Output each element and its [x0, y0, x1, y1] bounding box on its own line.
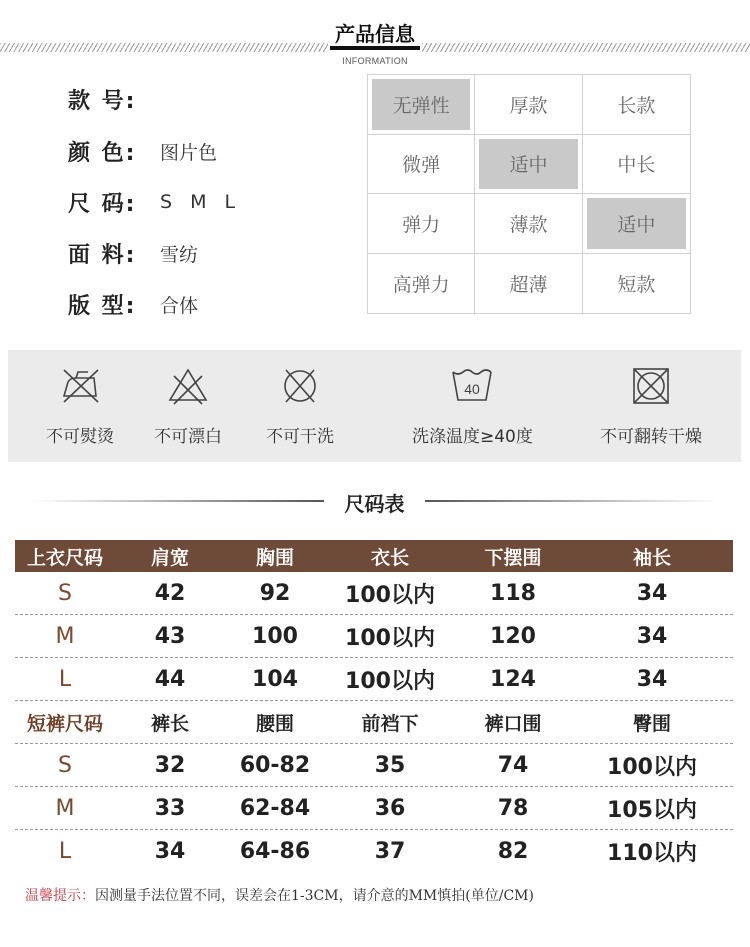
size-table-header: [15, 540, 733, 572]
column-header: 下摆围: [484, 546, 542, 569]
attribute-cell: 薄款: [475, 194, 582, 254]
info-value: S M L: [160, 191, 242, 213]
info-row-color: [68, 136, 217, 166]
table-row: [15, 572, 733, 615]
care-item: [266, 366, 334, 447]
info-label: 颜 色:: [68, 140, 137, 166]
table-cell: 34: [636, 666, 668, 692]
table-cell: 37: [374, 839, 406, 864]
attribute-cell: 中长: [583, 135, 690, 195]
care-label: 不可翻转干燥: [600, 427, 702, 447]
table-cell: 105以内: [607, 797, 697, 823]
table-cell: 78: [497, 795, 529, 821]
attribute-cell: 长款: [583, 75, 690, 135]
care-instructions: [8, 350, 741, 462]
wash-temp-text: 40: [464, 381, 481, 397]
size-chart-title: 尺码表: [344, 492, 405, 516]
section-subtitle: INFORMATION: [342, 56, 408, 66]
table-cell: 62-84: [239, 795, 311, 821]
table-cell: 36: [374, 795, 406, 821]
header-hatch-right: [422, 43, 750, 52]
column-header: 胸围: [255, 546, 294, 569]
table-cell: 100以内: [345, 625, 435, 651]
attribute-cell: 无弹性: [368, 75, 475, 135]
table-cell: 92: [259, 580, 291, 606]
info-row-style-no: [68, 84, 160, 114]
info-value: 图片色: [160, 141, 218, 164]
table-row: [15, 658, 733, 701]
column-header: 裤口围: [484, 712, 542, 735]
table-cell: 100: [252, 623, 298, 649]
table-cell: M: [55, 623, 75, 649]
table-cell: 35: [374, 752, 406, 778]
column-header: 袖长: [632, 546, 671, 569]
column-header: 短裤尺码: [26, 712, 103, 735]
column-header: 臀围: [632, 712, 671, 735]
table-cell: 118: [490, 580, 536, 606]
measurement-note: [25, 885, 534, 905]
table-cell: 33: [154, 795, 186, 821]
table-cell: 124: [490, 666, 536, 692]
column-header: 上衣尺码: [26, 546, 103, 569]
info-label: 版 型:: [68, 293, 137, 319]
attribute-cell: 适中: [583, 194, 690, 254]
care-item: [46, 366, 114, 447]
care-label: 不可漂白: [154, 427, 222, 447]
table-cell: 34: [154, 839, 186, 864]
no-iron-icon: [58, 366, 102, 406]
no-dry-clean-icon: [278, 366, 322, 406]
column-header: 肩宽: [150, 546, 189, 569]
table-cell: S: [58, 752, 72, 778]
table-cell: 100以内: [345, 582, 435, 608]
note-text: 因测量手法位置不同，误差会在1-3CM，请介意的MM慎拍(单位/CM): [95, 888, 534, 904]
table-subheader: [15, 701, 733, 744]
attribute-cell: 微弹: [368, 135, 475, 195]
info-label: 尺 码:: [68, 191, 137, 217]
table-row: [15, 787, 733, 830]
wash-40-icon: [450, 366, 494, 406]
header-hatch-left: [0, 43, 328, 52]
table-cell: 42: [154, 580, 186, 606]
table-cell: 100以内: [345, 668, 435, 694]
attribute-cell: 适中: [475, 135, 582, 195]
care-item: [600, 366, 702, 447]
table-cell: 100以内: [607, 754, 697, 780]
info-label: 款 号:: [68, 88, 137, 114]
attribute-grid: [367, 74, 691, 314]
column-header: 腰围: [255, 712, 294, 735]
table-cell: 82: [497, 839, 529, 864]
title-underline: [330, 46, 420, 50]
table-cell: 110以内: [607, 841, 697, 866]
info-value: 雪纺: [160, 243, 199, 266]
no-tumble-dry-icon: [629, 366, 673, 406]
table-cell: 60-82: [239, 752, 311, 778]
info-label: 面 料:: [68, 242, 137, 268]
table-row: [15, 744, 733, 787]
attribute-cell: 高弹力: [368, 254, 475, 314]
attribute-cell: 超薄: [475, 254, 582, 314]
section-title-product-info: 产品信息: [335, 22, 415, 46]
note-prefix: 温馨提示：: [25, 888, 95, 904]
table-cell: 34: [636, 623, 668, 649]
table-cell: 64-86: [239, 839, 311, 864]
table-row: [15, 830, 733, 873]
care-item: [154, 366, 222, 447]
table-cell: 32: [154, 752, 186, 778]
info-row-size: [68, 187, 241, 217]
divider-right: [425, 500, 717, 502]
info-row-fabric: [68, 238, 198, 268]
attribute-cell: 弹力: [368, 194, 475, 254]
no-bleach-icon: [166, 366, 210, 406]
table-cell: M: [55, 795, 75, 821]
attribute-cell: 厚款: [475, 75, 582, 135]
table-cell: L: [58, 839, 72, 864]
table-cell: 74: [497, 752, 529, 778]
table-cell: S: [58, 580, 72, 606]
column-header: 衣长: [370, 546, 409, 569]
column-header: 裤长: [150, 712, 189, 735]
column-header: 前裆下: [361, 712, 419, 735]
table-row: [15, 615, 733, 658]
care-item: [412, 366, 533, 447]
table-cell: 104: [252, 666, 298, 692]
table-cell: 43: [154, 623, 186, 649]
table-cell: 34: [636, 580, 668, 606]
care-label: 不可干洗: [266, 427, 334, 447]
divider-left: [32, 500, 324, 502]
care-label: 不可熨烫: [46, 427, 114, 447]
table-cell: L: [58, 666, 72, 692]
table-cell: 120: [490, 623, 536, 649]
info-row-fit: [68, 289, 198, 319]
table-cell: 44: [154, 666, 186, 692]
info-value: 合体: [160, 294, 199, 317]
care-label: 洗涤温度≥40度: [412, 427, 533, 447]
attribute-cell: 短款: [617, 273, 656, 296]
